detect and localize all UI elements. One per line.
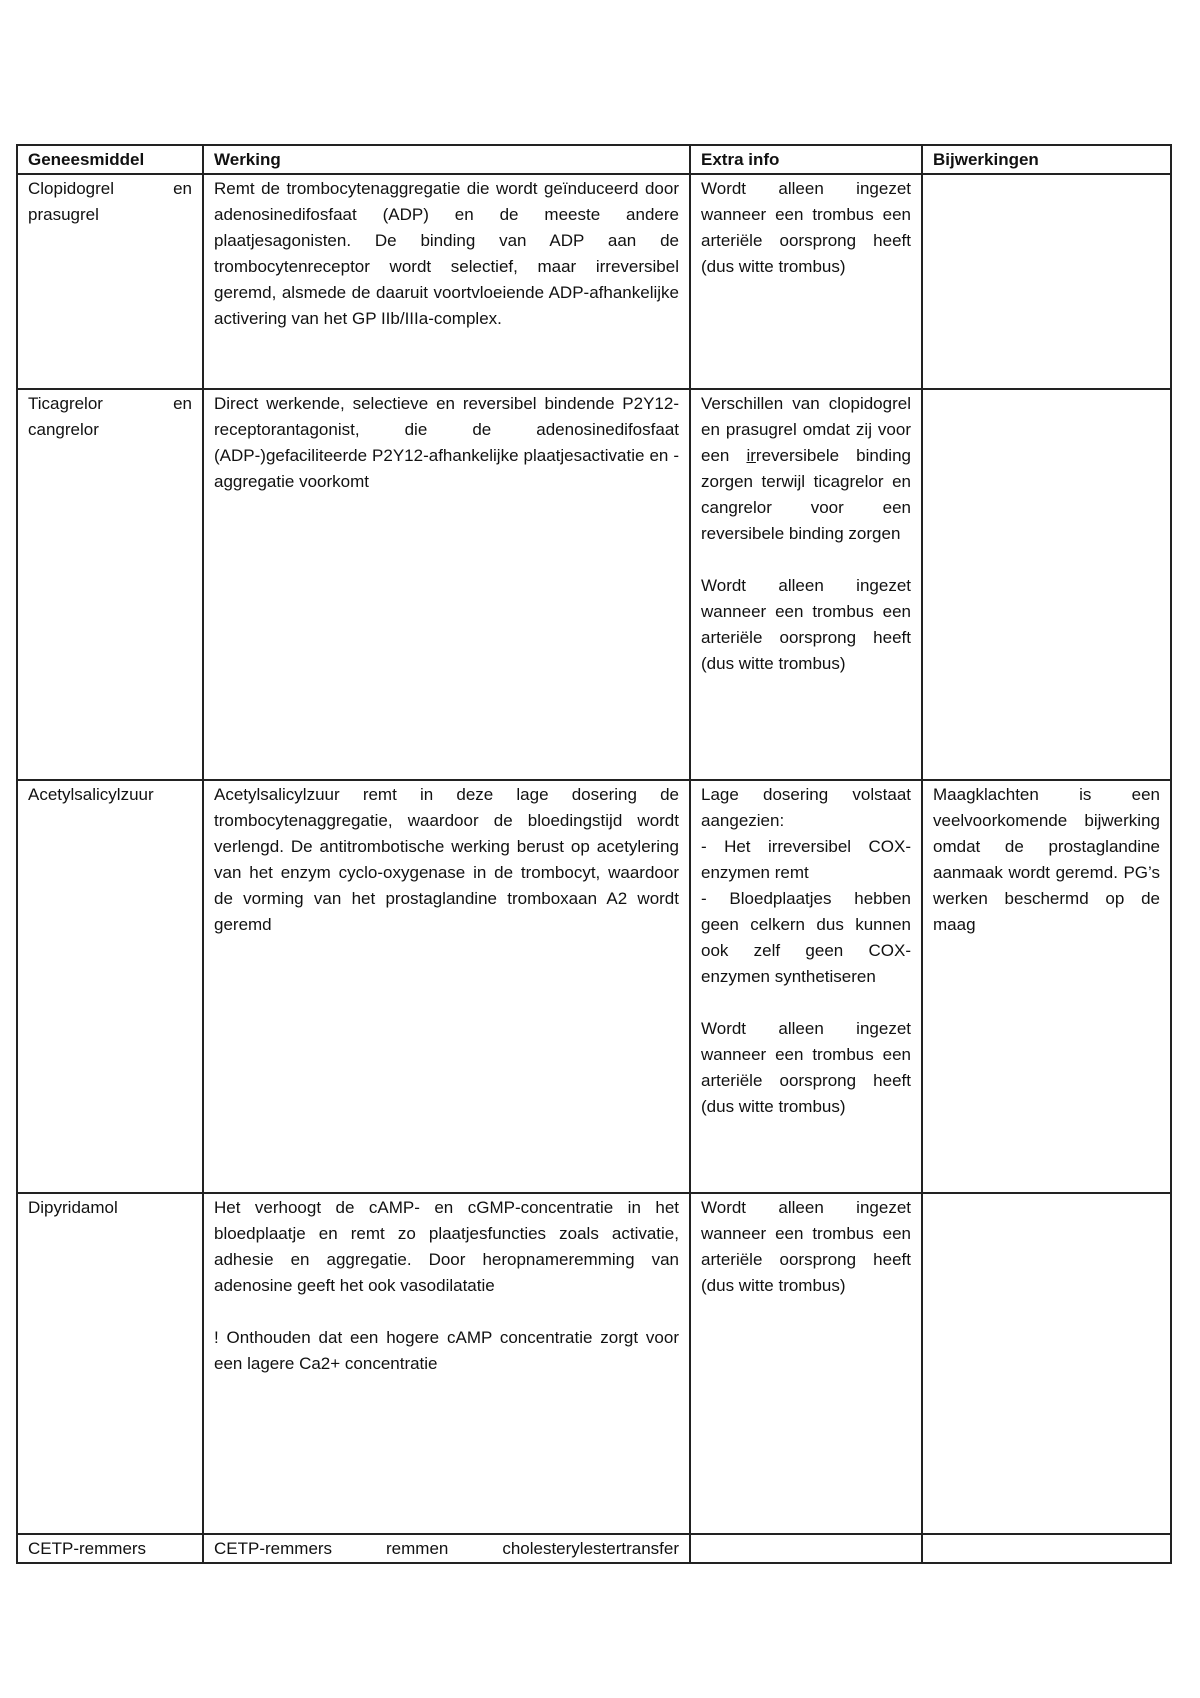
extra-info-cell [690,174,922,389]
table-row [17,389,1171,780]
drug-name-cell: CETP-remmers [17,1534,203,1563]
extra-info-cell [690,1534,922,1563]
extra-info-cell [690,780,922,1193]
extra-info-text-part: reversibele binding zorgen terwijl ticagrelor en cangrelor voor een reversibele binding zorgen [701,446,911,543]
action-note: ! Onthouden dat een hogere cAMP concentratie zorgt voor een lagere Ca2+ concentratie [214,1328,679,1373]
table-row [17,1193,1171,1534]
header-row [17,145,1171,174]
extra-info-difference [701,391,911,547]
side-effects-cell [922,1534,1171,1563]
extra-info-line: Lage dosering volstaat aangezien: [701,785,911,830]
extra-info-cell [690,389,922,780]
action-cell: Acetylsalicylzuur remt in deze lage dosering de trombocytenaggregatie, waardoor de bloedingstijd wordt verlengd. De antitrombotische werking berust op acetylering van het enzym cyclo-oxygenase in de trombocyt, waardoor de vorming van het prostaglandine tromboxaan A2 wordt geremd [203,780,690,1193]
drug-name-cell: Clopidogrel en prasugrel [17,174,203,389]
drug-name-cell: Dipyridamol [17,1193,203,1534]
action-cell: CETP-remmers remmen cholesterylestertransfer [203,1534,690,1563]
drug-name-cell: Ticagrelor en cangrelor [17,389,203,780]
header-bijwerkingen: Bijwerkingen [922,145,1171,174]
extra-info-text-part: Verschillen van clopidogrel en prasugrel omdat zij voor een [701,394,911,465]
table-row [17,780,1171,1193]
extra-info-underlined: ir [746,446,756,465]
side-effects-cell: Maagklachten is een veelvoorkomende bijwerking omdat de prostaglandine aanmaak wordt geremd. PG’s werken beschermd op de maag [922,780,1171,1193]
drug-table [16,144,1172,1564]
action-cell [203,1193,690,1534]
extra-info-text: Wordt alleen ingezet wanneer een trombus een arteriële oorsprong heeft (dus witte trombus) [701,179,911,276]
action-cell: Direct werkende, selectieve en reversibel bindende P2Y12-receptorantagonist, die de adenosinedifosfaat (ADP-)gefaciliteerde P2Y12-afhankelijke plaatjesactivatie en -aggregatie voorkomt [203,389,690,780]
table-row [17,174,1171,389]
extra-info-cell [690,1193,922,1534]
header-extra-info: Extra info [690,145,922,174]
extra-info-text: Wordt alleen ingezet wanneer een trombus een arteriële oorsprong heeft (dus witte trombus) [701,576,911,673]
action-cell: Remt de trombocytenaggregatie die wordt geïnduceerd door adenosinedifosfaat (ADP) en de meeste andere plaatjesagonisten. De binding van ADP aan de trombocytenreceptor wordt selectief, maar irreversibel geremd, alsmede de daaruit voortvloeiende ADP-afhankelijke activering van het GP IIb/IIIa-complex. [203,174,690,389]
extra-info-list [701,782,911,990]
extra-info-line: - Bloedplaatjes hebben geen celkern dus kunnen ook zelf geen COX-enzymen synthetiseren [701,889,911,986]
extra-info-text: Wordt alleen ingezet wanneer een trombus een arteriële oorsprong heeft (dus witte trombus) [701,1019,911,1116]
extra-info-text: Wordt alleen ingezet wanneer een trombus een arteriële oorsprong heeft (dus witte trombus) [701,1198,911,1295]
extra-info-line: - Het irreversibel COX-enzymen remt [701,837,911,882]
header-geneesmiddel: Geneesmiddel [17,145,203,174]
header-werking: Werking [203,145,690,174]
drug-name-cell: Acetylsalicylzuur [17,780,203,1193]
table-row [17,1534,1171,1563]
side-effects-cell [922,1193,1171,1534]
side-effects-cell [922,389,1171,780]
side-effects-cell [922,174,1171,389]
action-text: Het verhoogt de cAMP- en cGMP-concentratie in het bloedplaatje en remt zo plaatjesfuncties zoals activatie, adhesie en aggregatie. Door heropnameremming van adenosine geeft het ook vasodilatatie [214,1198,679,1295]
